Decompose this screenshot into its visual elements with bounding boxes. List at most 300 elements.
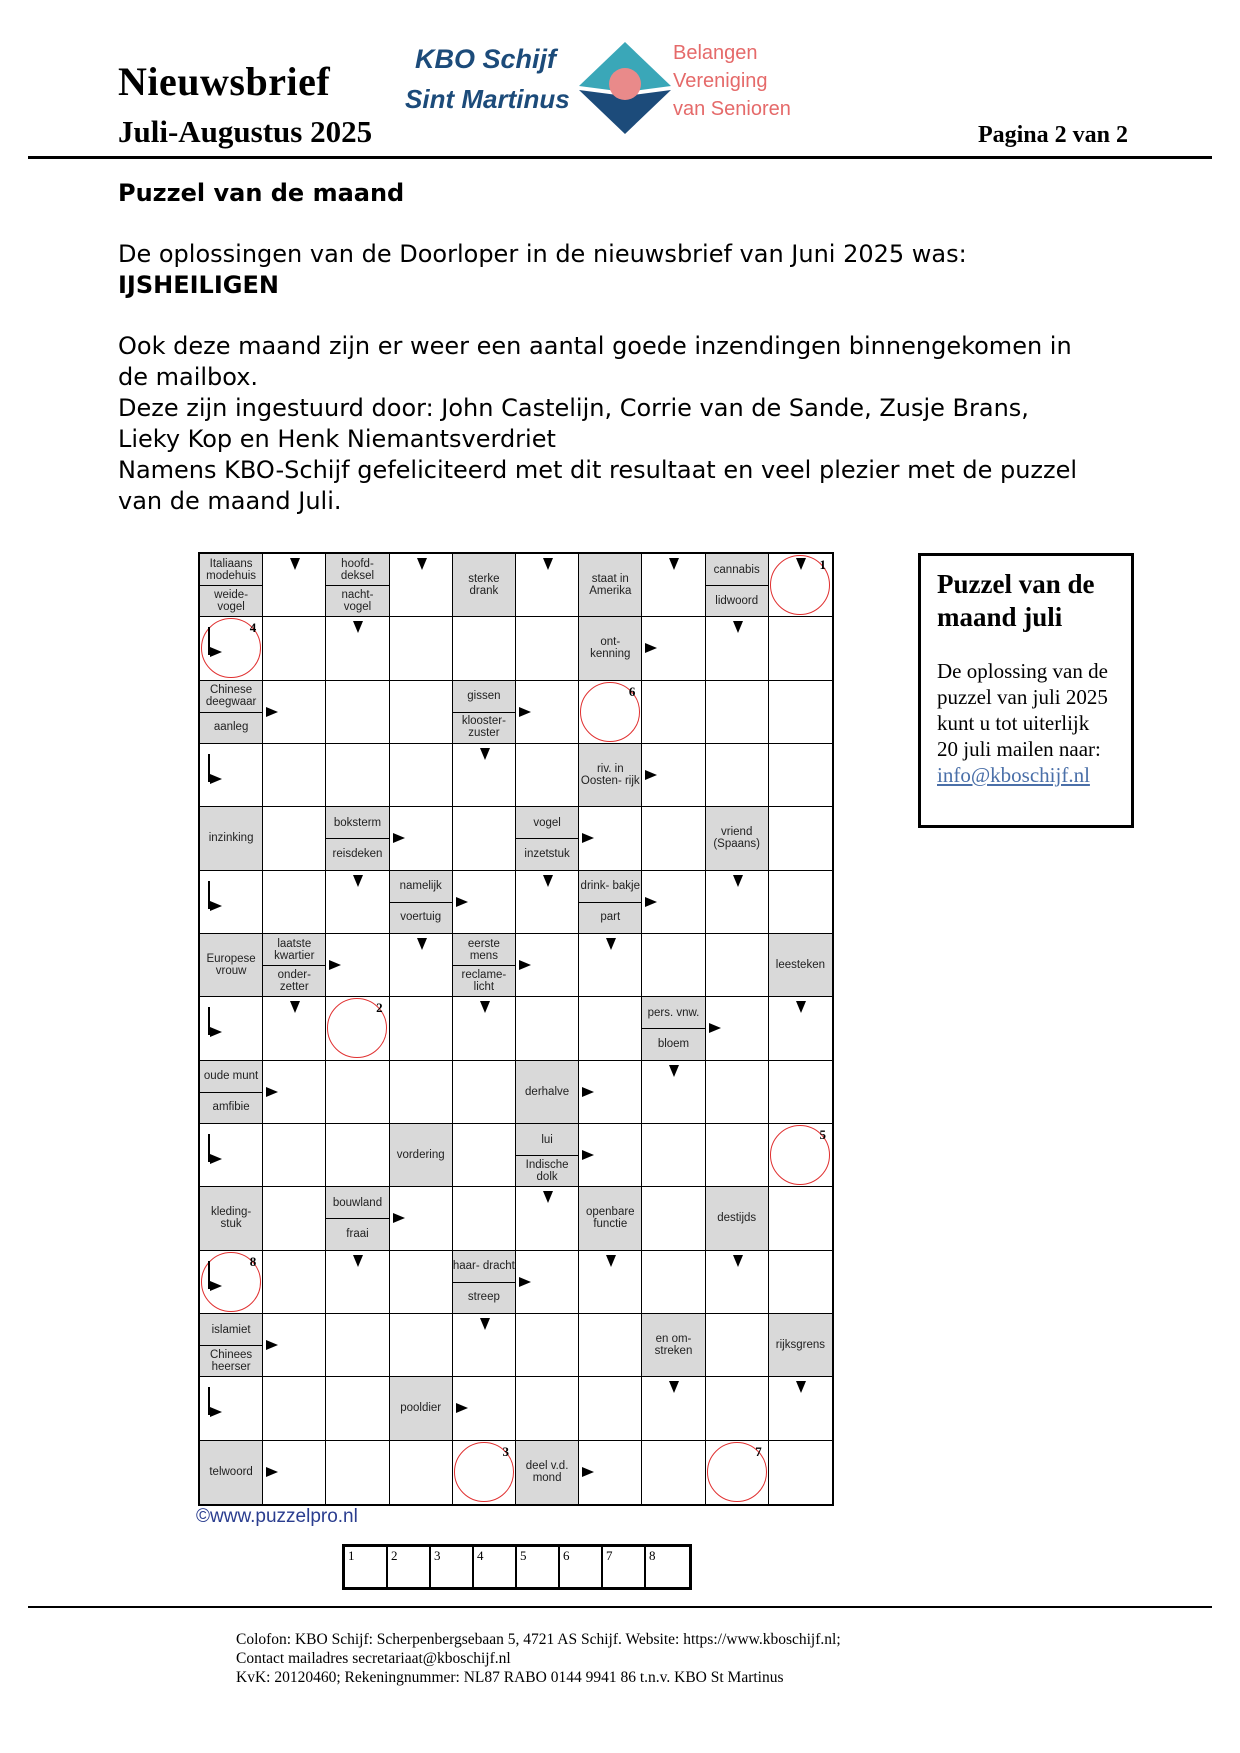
grid-cell[interactable]	[390, 934, 453, 997]
solution-box-number: 5	[520, 1548, 527, 1563]
grid-cell[interactable]	[642, 1251, 705, 1314]
arrow-right-icon	[456, 897, 468, 907]
grid-cell[interactable]	[390, 1061, 453, 1124]
grid-cell[interactable]	[516, 871, 579, 934]
arrow-right-icon	[582, 1087, 594, 1097]
clue-cell	[579, 554, 642, 617]
colofon-line: Colofon: KBO Schijf: Scherpenbergsebaan 5, 4721 AS Schijf. Website: https://www.kboschijf.nl;	[236, 1631, 841, 1648]
clue-text: namelijk	[399, 880, 442, 893]
grid-cell[interactable]	[263, 1314, 326, 1377]
grid-cell[interactable]	[326, 871, 389, 934]
grid-cell[interactable]	[326, 1061, 389, 1124]
clue-cell	[390, 1377, 453, 1440]
clue-cell	[579, 744, 642, 807]
clue-text: derhalve	[525, 1085, 570, 1098]
clue-text: laatste kwartier	[274, 937, 315, 962]
clue-divider	[453, 1282, 515, 1283]
clue-cell	[516, 1124, 579, 1187]
grid-cell[interactable]	[200, 617, 263, 680]
grid-cell[interactable]	[516, 997, 579, 1060]
grid-cell[interactable]	[326, 1314, 389, 1377]
arrow-right-icon	[393, 1213, 405, 1223]
grid-cell[interactable]	[263, 997, 326, 1060]
grid-cell[interactable]	[579, 1441, 642, 1504]
clue-text: vogel	[533, 816, 561, 829]
clue-cell	[200, 1061, 263, 1124]
clue-text: inzinking	[208, 832, 254, 845]
grid-cell[interactable]	[200, 744, 263, 807]
clue-divider	[263, 965, 325, 966]
clue-divider	[453, 965, 515, 966]
grid-cell[interactable]	[453, 1441, 516, 1504]
arrow-right-icon	[266, 1467, 278, 1477]
grid-cell[interactable]	[642, 807, 705, 870]
arrow-right-icon	[582, 833, 594, 843]
grid-cell[interactable]	[579, 934, 642, 997]
grid-cell[interactable]	[263, 744, 326, 807]
arrow-right-icon	[519, 707, 531, 717]
clue-text: riv. in Oosten- rijk	[580, 763, 640, 788]
grid-cell[interactable]	[769, 1441, 832, 1504]
grid-cell[interactable]	[326, 744, 389, 807]
grid-cell[interactable]	[579, 1314, 642, 1377]
clue-text: ont- kenning	[590, 636, 631, 661]
grid-cell[interactable]	[706, 1251, 769, 1314]
grid-cell[interactable]	[326, 1124, 389, 1187]
grid-cell[interactable]	[390, 1187, 453, 1250]
clue-cell	[706, 1187, 769, 1250]
clue-cell	[390, 871, 453, 934]
clue-text: en om- streken	[654, 1333, 693, 1358]
grid-cell[interactable]	[642, 681, 705, 744]
grid-cell[interactable]	[326, 1251, 389, 1314]
grid-cell[interactable]	[263, 1187, 326, 1250]
arrow-down-icon	[669, 558, 679, 570]
grid-cell[interactable]	[769, 1377, 832, 1440]
grid-cell[interactable]	[579, 1251, 642, 1314]
section-heading: Puzzel van de maand	[118, 179, 405, 207]
clue-text: hoofd- deksel	[340, 557, 375, 582]
grid-cell[interactable]	[516, 744, 579, 807]
grid-cell[interactable]	[706, 681, 769, 744]
clue-text: pers. vnw.	[647, 1006, 700, 1019]
clue-text: voertuig	[400, 911, 442, 924]
grid-cell[interactable]	[642, 554, 705, 617]
arrow-down-icon	[606, 938, 616, 950]
arrow-right-icon	[645, 643, 657, 653]
clue-divider	[390, 902, 452, 903]
grid-cell[interactable]	[642, 1061, 705, 1124]
arrow-down-icon	[290, 558, 300, 570]
arrow-right-icon	[709, 1023, 721, 1033]
grid-cell[interactable]	[200, 997, 263, 1060]
arrow-down-icon	[353, 1255, 363, 1267]
clue-cell	[579, 871, 642, 934]
arrow-down-icon	[353, 621, 363, 633]
clue-cell	[516, 807, 579, 870]
solution-number: 2	[376, 1000, 383, 1016]
arrow-right-icon	[329, 960, 341, 970]
grid-cell[interactable]	[453, 871, 516, 934]
paragraph-line: Namens KBO-Schijf gefeliciteerd met dit resultaat en veel plezier met de puzzel	[118, 456, 1078, 484]
arrow-down-icon	[669, 1065, 679, 1077]
grid-cell[interactable]	[706, 1377, 769, 1440]
clue-text: eerste mens	[467, 937, 500, 962]
clue-cell	[579, 1187, 642, 1250]
clue-text: vordering	[396, 1149, 445, 1162]
grid-cell[interactable]	[200, 1251, 263, 1314]
previous-solution: IJSHEILIGEN	[118, 271, 279, 299]
grid-cell[interactable]	[579, 807, 642, 870]
clue-text: Chinees heerser	[209, 1348, 253, 1373]
grid-cell[interactable]	[263, 554, 326, 617]
arrow-right-icon	[582, 1467, 594, 1477]
grid-cell[interactable]	[579, 997, 642, 1060]
arrow-down-icon	[733, 1255, 743, 1267]
colofon-line: Contact mailadres secretariaat@kboschijf.nl	[236, 1650, 511, 1667]
grid-cell[interactable]	[579, 681, 642, 744]
grid-cell[interactable]	[769, 744, 832, 807]
clue-text: drink- bakje	[580, 880, 640, 893]
clue-text: nacht- vogel	[341, 588, 374, 613]
grid-cell[interactable]	[326, 681, 389, 744]
arrow-down-icon	[796, 1381, 806, 1393]
grid-cell[interactable]	[706, 1314, 769, 1377]
clue-cell	[453, 1251, 516, 1314]
puzzle-info-box	[918, 553, 1134, 828]
grid-cell[interactable]	[642, 1187, 705, 1250]
grid-cell[interactable]	[642, 1124, 705, 1187]
clue-cell	[706, 807, 769, 870]
paragraph-line: Lieky Kop en Henk Niemantsverdriet	[118, 425, 556, 453]
solution-box-number: 6	[563, 1548, 570, 1563]
clue-cell	[642, 997, 705, 1060]
grid-cell[interactable]	[453, 1187, 516, 1250]
clue-text: reisdeken	[332, 848, 383, 861]
arrow-right-icon	[456, 1403, 468, 1413]
colofon-line: KvK: 20120460; Rekeningnummer: NL87 RABO 0144 9941 86 t.n.v. KBO St Martinus	[236, 1669, 784, 1686]
grid-cell[interactable]	[642, 871, 705, 934]
arrow-down-icon	[733, 875, 743, 887]
grid-cell[interactable]	[453, 997, 516, 1060]
grid-cell[interactable]	[326, 1377, 389, 1440]
grid-cell[interactable]	[453, 1377, 516, 1440]
grid-cell[interactable]	[706, 744, 769, 807]
clue-cell	[769, 1314, 832, 1377]
clue-cell	[516, 1441, 579, 1504]
grid-cell[interactable]	[390, 997, 453, 1060]
grid-cell[interactable]	[706, 1061, 769, 1124]
newsletter-period: Juli-Augustus 2025	[118, 114, 373, 149]
grid-cell[interactable]	[769, 1061, 832, 1124]
solution-number: 1	[819, 557, 826, 572]
grid-cell[interactable]	[263, 617, 326, 680]
clue-text: bloem	[657, 1038, 690, 1051]
grid-cell[interactable]	[390, 681, 453, 744]
clue-text: part	[600, 911, 621, 924]
arrow-right-icon	[266, 707, 278, 717]
clue-text: destijds	[717, 1212, 757, 1225]
clue-cell	[706, 554, 769, 617]
solution-box[interactable]	[431, 1547, 474, 1587]
logo-kbo-schijf: KBO Schijf	[415, 44, 557, 74]
grid-cell[interactable]	[390, 554, 453, 617]
clue-text: klooster- zuster	[461, 715, 506, 740]
clue-text: streep	[467, 1291, 500, 1304]
solution-box[interactable]	[388, 1547, 431, 1587]
arrow-down-icon	[417, 558, 427, 570]
arrow-down-icon	[733, 621, 743, 633]
arrow-down-right-icon	[208, 1261, 220, 1289]
grid-cell[interactable]	[326, 1441, 389, 1504]
grid-cell[interactable]	[706, 617, 769, 680]
clue-text: fraai	[346, 1228, 369, 1241]
grid-cell[interactable]	[769, 807, 832, 870]
grid-cell[interactable]	[200, 871, 263, 934]
clue-text: lui	[541, 1133, 553, 1146]
clue-text: lidwoord	[715, 594, 759, 607]
arrow-right-icon	[519, 960, 531, 970]
grid-cell[interactable]	[390, 1251, 453, 1314]
grid-cell[interactable]	[642, 934, 705, 997]
grid-cell[interactable]	[390, 807, 453, 870]
grid-cell[interactable]	[263, 807, 326, 870]
clue-cell	[516, 1061, 579, 1124]
arrow-right-icon	[582, 1150, 594, 1160]
puzzle-credit: ©www.puzzelpro.nl	[196, 1506, 358, 1527]
arrow-down-icon	[290, 1001, 300, 1013]
clue-cell	[453, 681, 516, 744]
solution-boxes	[342, 1544, 692, 1590]
clue-cell	[769, 934, 832, 997]
logo-van-senioren: van Senioren	[673, 98, 791, 120]
clue-text: weide- vogel	[214, 588, 249, 613]
arrow-down-icon	[417, 938, 427, 950]
clue-text: reclame- licht	[461, 968, 507, 993]
grid-cell[interactable]	[642, 617, 705, 680]
clue-text: pooldier	[400, 1402, 442, 1415]
grid-cell[interactable]	[453, 807, 516, 870]
solution-number: 7	[755, 1443, 762, 1459]
clue-text: oude munt	[203, 1070, 259, 1083]
clue-text: kleding- stuk	[210, 1206, 252, 1231]
arrow-right-icon	[266, 1340, 278, 1350]
solution-box-number: 3	[434, 1548, 441, 1563]
clue-text: amfibie	[212, 1101, 250, 1114]
grid-cell[interactable]	[579, 1061, 642, 1124]
grid-cell[interactable]	[453, 1314, 516, 1377]
arrow-down-right-icon	[208, 881, 220, 909]
clue-cell	[326, 1187, 389, 1250]
grid-cell[interactable]	[453, 1124, 516, 1187]
grid-cell[interactable]	[516, 1187, 579, 1250]
grid-cell[interactable]	[200, 1377, 263, 1440]
arrow-down-icon	[543, 558, 553, 570]
grid-cell[interactable]	[769, 1124, 832, 1187]
solution-box-number: 2	[391, 1548, 398, 1563]
grid-cell[interactable]	[642, 744, 705, 807]
grid-cell[interactable]	[642, 1441, 705, 1504]
solution-box[interactable]	[646, 1547, 689, 1587]
solution-box-number: 4	[477, 1548, 484, 1563]
grid-cell[interactable]	[706, 871, 769, 934]
grid-cell[interactable]	[453, 744, 516, 807]
clue-text: Chinese deegwaar	[205, 684, 257, 709]
clue-cell	[200, 1187, 263, 1250]
email-link[interactable]: info@kboschijf.nl	[937, 763, 1090, 787]
grid-cell[interactable]	[390, 1314, 453, 1377]
grid-cell[interactable]	[516, 1251, 579, 1314]
grid-cell[interactable]	[769, 681, 832, 744]
grid-cell[interactable]	[706, 1441, 769, 1504]
grid-cell[interactable]	[769, 871, 832, 934]
clue-divider	[200, 585, 262, 586]
grid-cell[interactable]	[263, 1124, 326, 1187]
grid-cell[interactable]	[706, 1124, 769, 1187]
solution-box-number: 8	[649, 1548, 656, 1563]
paragraph-line: de mailbox.	[118, 363, 259, 391]
clue-divider	[326, 585, 388, 586]
solution-box-number: 7	[606, 1548, 613, 1563]
grid-cell[interactable]	[706, 997, 769, 1060]
clue-cell	[390, 1124, 453, 1187]
solution-box-number: 1	[348, 1548, 355, 1563]
arrow-down-right-icon	[208, 627, 220, 655]
grid-cell[interactable]	[390, 744, 453, 807]
clue-text: haar- dracht	[452, 1260, 515, 1273]
clue-text: sterke drank	[468, 573, 500, 598]
solution-box[interactable]	[560, 1547, 603, 1587]
clue-cell	[263, 934, 326, 997]
clue-divider	[200, 1092, 262, 1093]
clue-text: islamiet	[211, 1323, 251, 1336]
arrow-right-icon	[266, 1087, 278, 1097]
grid-cell[interactable]	[516, 1314, 579, 1377]
grid-cell[interactable]	[326, 617, 389, 680]
page-number: Pagina 2 van 2	[977, 122, 1128, 148]
grid-cell[interactable]	[769, 1251, 832, 1314]
arrow-right-icon	[645, 897, 657, 907]
grid-cell[interactable]	[263, 1061, 326, 1124]
clue-text: Indische dolk	[525, 1158, 569, 1183]
arrow-down-icon	[480, 1318, 490, 1330]
grid-cell[interactable]	[769, 554, 832, 617]
solution-number: 8	[249, 1253, 257, 1269]
logo-belangen: Belangen	[673, 42, 758, 64]
grid-cell[interactable]	[263, 681, 326, 744]
clue-divider	[642, 1028, 704, 1029]
arrow-down-right-icon	[208, 754, 220, 782]
grid-cell[interactable]	[263, 871, 326, 934]
clue-text: Europese vrouw	[206, 953, 256, 978]
solution-box[interactable]	[517, 1547, 560, 1587]
clue-cell	[642, 1314, 705, 1377]
grid-cell[interactable]	[706, 934, 769, 997]
grid-cell[interactable]	[516, 554, 579, 617]
clue-divider	[516, 1155, 578, 1156]
solution-box[interactable]	[345, 1547, 388, 1587]
grid-cell[interactable]	[326, 997, 389, 1060]
arrow-down-right-icon	[208, 1007, 220, 1035]
clue-divider	[326, 1218, 388, 1219]
clue-cell	[200, 807, 263, 870]
clue-divider	[579, 902, 641, 903]
clue-divider	[516, 838, 578, 839]
box-title: Puzzel van de maand juli	[937, 569, 1095, 632]
clue-text: inzetstuk	[524, 848, 570, 861]
grid-cell[interactable]	[769, 1187, 832, 1250]
box-body: De oplossing van de puzzel van juli 2025 kunt u tot uiterlijk 20 juli mailen naar:	[937, 659, 1108, 761]
arrow-right-icon	[645, 770, 657, 780]
clue-text: cannabis	[713, 563, 760, 576]
clue-text: Italiaans modehuis	[206, 557, 257, 582]
solution-box[interactable]	[603, 1547, 646, 1587]
grid-cell[interactable]	[516, 1377, 579, 1440]
clue-text: gissen	[467, 690, 501, 703]
clue-divider	[326, 838, 388, 839]
clue-text: boksterm	[333, 816, 382, 829]
clue-cell	[326, 807, 389, 870]
kbo-logo	[405, 36, 805, 140]
arrow-down-icon	[480, 748, 490, 760]
grid-cell[interactable]	[326, 934, 389, 997]
grid-cell[interactable]	[769, 617, 832, 680]
footer-divider	[28, 1606, 1212, 1608]
clue-cell	[453, 934, 516, 997]
grid-cell[interactable]	[390, 1441, 453, 1504]
solution-box[interactable]	[474, 1547, 517, 1587]
logo-vereniging: Vereniging	[673, 70, 768, 92]
clue-text: bouwland	[332, 1196, 383, 1209]
grid-cell[interactable]	[200, 1124, 263, 1187]
grid-cell[interactable]	[453, 617, 516, 680]
clue-divider	[453, 712, 515, 713]
header-divider	[28, 156, 1212, 159]
grid-cell[interactable]	[390, 617, 453, 680]
clue-divider	[200, 1345, 262, 1346]
paragraph-line: Deze zijn ingestuurd door: John Castelijn, Corrie van de Sande, Zusje Brans,	[118, 394, 1029, 422]
grid-cell[interactable]	[263, 1441, 326, 1504]
grid-cell[interactable]	[769, 997, 832, 1060]
arrow-down-icon	[543, 875, 553, 887]
arrow-down-icon	[796, 558, 806, 570]
logo-sint-martinus: Sint Martinus	[405, 84, 570, 114]
box-text	[937, 658, 1115, 788]
arrow-right-icon	[393, 833, 405, 843]
grid-cell[interactable]	[263, 1251, 326, 1314]
clue-cell	[200, 1314, 263, 1377]
paragraph-line: De oplossingen van de Doorloper in de nieuwsbrief van Juni 2025 was:	[118, 240, 967, 268]
grid-cell[interactable]	[579, 1124, 642, 1187]
clue-cell	[200, 681, 263, 744]
grid-cell[interactable]	[579, 1377, 642, 1440]
clue-text: telwoord	[209, 1466, 253, 1479]
arrow-down-icon	[480, 1001, 490, 1013]
clue-cell	[453, 554, 516, 617]
solution-number: 5	[819, 1126, 826, 1142]
grid-cell[interactable]	[453, 1061, 516, 1124]
clue-text: rijksgrens	[775, 1339, 825, 1352]
arrow-right-icon	[519, 1277, 531, 1287]
grid-cell[interactable]	[516, 681, 579, 744]
grid-cell[interactable]	[516, 934, 579, 997]
grid-cell[interactable]	[263, 1377, 326, 1440]
grid-cell[interactable]	[516, 617, 579, 680]
clue-cell	[326, 554, 389, 617]
grid-cell[interactable]	[642, 1377, 705, 1440]
clue-text: deel v.d. mond	[525, 1460, 569, 1485]
arrow-down-icon	[543, 1191, 553, 1203]
